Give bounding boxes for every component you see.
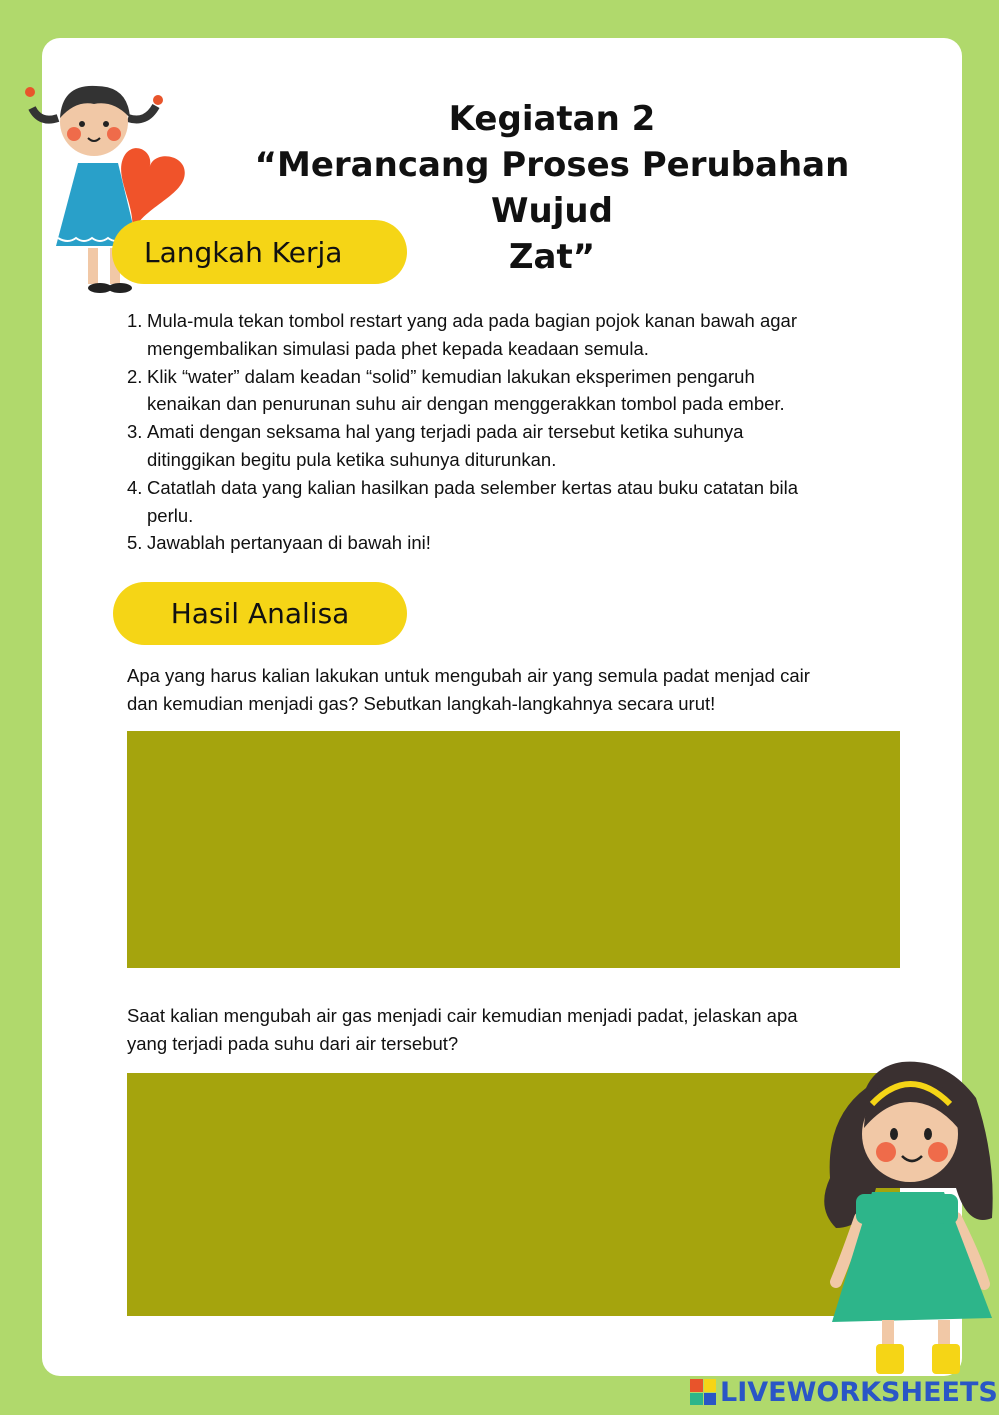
steps-list [127, 307, 867, 557]
answer-1-field[interactable] [127, 731, 900, 968]
step-item: 2. Klik “water” dalam keadan “solid” kemudian lakukan eksperimen pengaruh kenaikan dan penurunan suhu air dengan menggerakkan tombol pada ember. [127, 365, 785, 415]
step-3-line-2: ditinggikan begitu pula ketika suhunya diturunkan. [147, 448, 557, 470]
question-1-line-2: dan kemudian menjadi gas? Sebutkan langkah-langkahnya secara urut! [127, 693, 716, 714]
question-2-line-1: Saat kalian mengubah air gas menjadi cair kemudian menjadi padat, jelaskan apa [127, 1005, 798, 1026]
step-item: 4. Catatlah data yang kalian hasilkan pada selember kertas atau buku catatan bila perlu. [127, 476, 799, 526]
question-1-line-1: Apa yang harus kalian lakukan untuk mengubah air yang semula padat menjad cair [127, 665, 810, 686]
step-4-line-2: perlu. [147, 504, 194, 526]
step-1-line-1: Mula-mula tekan tombol restart yang ada pada bagian pojok kanan bawah agar [147, 310, 797, 331]
title-line-1: Kegiatan 2 [448, 99, 656, 139]
step-4-line-1: Catatlah data yang kalian hasilkan pada selember kertas atau buku catatan bila [147, 476, 799, 498]
question-1 [127, 662, 887, 718]
girl-green-dress-illustration [806, 1058, 999, 1380]
step-item: 1. Mula-mula tekan tombol restart yang ada pada bagian pojok kanan bawah agar mengembalikan simulasi pada phet kepada keadaan semula. [127, 310, 797, 359]
hasil-analisa-heading: Hasil Analisa [113, 582, 407, 645]
step-1-line-2: mengembalikan simulasi pada phet kepada keadaan semula. [147, 337, 649, 359]
step-5-line-1: Jawablah pertanyaan di bawah ini! [147, 532, 431, 554]
question-2 [127, 1002, 887, 1058]
langkah-kerja-heading: Langkah Kerja [112, 220, 407, 284]
question-2-line-2: yang terjadi pada suhu dari air tersebut? [127, 1033, 459, 1054]
title-line-3: Zat” [508, 237, 596, 277]
answer-2-field[interactable] [127, 1073, 900, 1316]
step-2-line-1: Klik “water” dalam keadan “solid” kemudian lakukan eksperimen pengaruh [147, 365, 755, 387]
step-item: 3. Amati dengan seksama hal yang terjadi pada air tersebut ketika suhunya ditinggikan begitu pula ketika suhunya diturunkan. [127, 421, 744, 470]
step-item: 5. Jawablah pertanyaan di bawah ini! [127, 529, 867, 557]
liveworksheets-logo [690, 1374, 998, 1410]
liveworksheets-logo-icon [690, 1379, 716, 1405]
title-line-2: “Merancang Proses Perubahan Wujud [254, 145, 850, 231]
step-3-line-1: Amati dengan seksama hal yang terjadi pada air tersebut ketika suhunya [147, 421, 744, 443]
liveworksheets-wordmark: LIVEWORKSHEETS [720, 1376, 998, 1408]
step-2-line-2: kenaikan dan penurunan suhu air dengan menggerakkan tombol pada ember. [147, 393, 785, 415]
